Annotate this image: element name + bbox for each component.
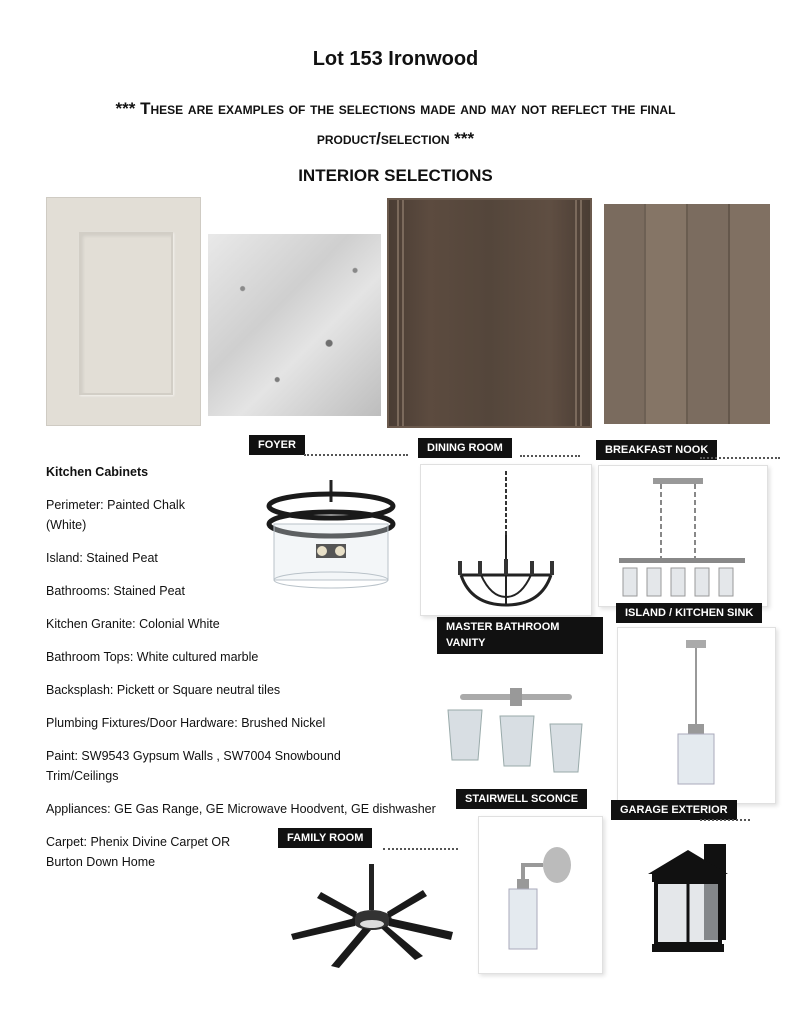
spec-item: Kitchen Granite: Colonial White <box>46 617 220 631</box>
divider <box>520 455 580 457</box>
wall-sconce-icon <box>479 817 602 973</box>
disclaimer <box>60 94 731 154</box>
spec-item: Plumbing Fixtures/Door Hardware: Brushed Nickel <box>46 716 326 730</box>
divider <box>304 454 408 456</box>
wall-lantern-icon <box>640 830 740 960</box>
spec-heading: Kitchen Cabinets <box>46 465 149 479</box>
granite-swatch <box>208 234 381 416</box>
chandelier-icon <box>421 465 591 615</box>
spec-item: Bathrooms: Stained Peat <box>46 584 185 598</box>
breakfast-nook-fixture-photo <box>598 465 768 607</box>
foyer-fixture-photo <box>256 460 406 600</box>
island-pendant-photo <box>617 627 776 804</box>
disclaimer-line-1: *** These are examples of the selections made and may not reflect the final <box>115 99 676 118</box>
cabinet-peat-swatch <box>387 198 592 428</box>
family-room-fan-photo <box>285 860 460 970</box>
label-foyer: FOYER <box>249 435 305 455</box>
divider <box>383 848 458 850</box>
divider <box>700 457 780 459</box>
label-stairwell-sconce: STAIRWELL SCONCE <box>456 789 587 809</box>
disclaimer-line-2: product/selection *** <box>316 129 475 148</box>
dining-chandelier-photo <box>420 464 592 616</box>
stairwell-sconce-photo <box>478 816 603 974</box>
spec-item: Backsplash: Pickett or Square neutral tiles <box>46 683 281 697</box>
vanity-light-icon <box>440 680 590 790</box>
spec-item: Appliances: GE Gas Range, GE Microwave Hoodvent, GE dishwasher <box>46 802 436 816</box>
label-garage-exterior: GARAGE EXTERIOR <box>611 800 737 820</box>
label-island-kitchen-sink: ISLAND / KITCHEN SINK <box>616 603 762 623</box>
cabinet-chalk-swatch <box>46 197 201 426</box>
page-title: Lot 153 Ironwood <box>312 48 479 70</box>
flooring-swatch <box>604 204 770 424</box>
spec-item: Carpet: Phenix Divine Carpet OR Burton Down Home <box>46 835 231 869</box>
label-dining-room: DINING ROOM <box>418 438 512 458</box>
label-family-room: FAMILY ROOM <box>278 828 372 848</box>
label-breakfast-nook: BREAKFAST NOOK <box>596 440 717 460</box>
semi-flush-light-icon <box>256 460 406 600</box>
spec-item: Perimeter: Painted Chalk (White) <box>46 498 185 532</box>
ceiling-fan-icon <box>285 860 460 970</box>
divider <box>700 819 750 821</box>
label-master-bathroom-vanity: MASTER BATHROOM VANITY <box>437 617 603 654</box>
linear-pendant-icon <box>599 466 767 606</box>
pendant-light-icon <box>618 628 775 803</box>
section-title: INTERIOR SELECTIONS <box>298 166 493 185</box>
spec-item: Island: Stained Peat <box>46 551 158 565</box>
spec-item: Bathroom Tops: White cultured marble <box>46 650 259 664</box>
garage-lantern-photo <box>640 830 740 960</box>
spec-item: Paint: SW9543 Gypsum Walls , SW7004 Snowbound Trim/Ceilings <box>46 749 341 783</box>
vanity-fixture-photo <box>440 680 590 790</box>
